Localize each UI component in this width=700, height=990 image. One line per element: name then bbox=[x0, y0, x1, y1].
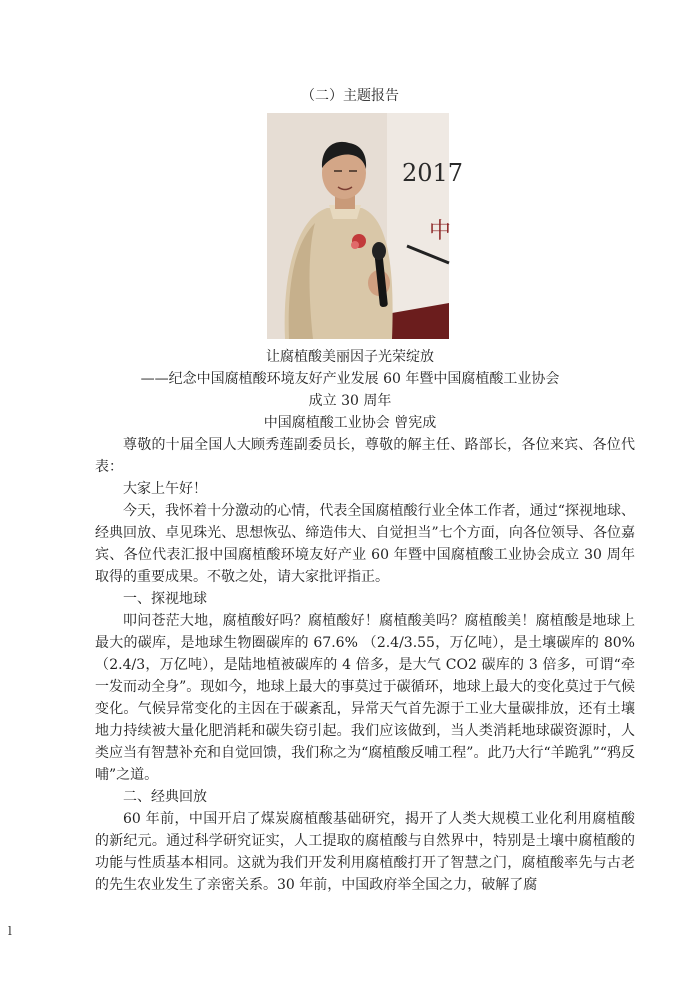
section-heading-2: 二、经典回放 bbox=[123, 789, 207, 805]
report-title: 让腐植酸美丽因子光荣绽放 bbox=[266, 349, 434, 365]
section-heading: （二）主题报告 bbox=[301, 88, 399, 104]
banner-year-text: 2017 bbox=[402, 159, 464, 187]
paragraph-intro: 今天，我怀着十分激动的心情，代表全国腐植酸行业全体工作者，通过“探视地球、经典回放、卓见珠光、思想恢弘、缔造伟大、自觉担当”七个方面，向各位领导、各位嘉宾、各位代表汇报中国腐植酸环境友好产业 60 年暨中国腐植酸工业协会成立 30 周年取得的重要成果。不敬之处，请大家批评指正。 bbox=[95, 503, 635, 585]
margin-mark: l bbox=[8, 924, 12, 938]
report-subtitle-line2: 成立 30 周年 bbox=[308, 393, 392, 409]
banner-char-text: 中 bbox=[429, 219, 452, 244]
paragraph-section-2: 60 年前，中国开启了煤炭腐植酸基础研究，揭开了人类大规模工业化利用腐植酸的新纪元。通过科学研究证实，人工提取的腐植酸与自然界中，特别是土壤中腐植酸的功能与性质基本相同。这就为我们开发利用腐植酸打开了智慧之门，腐植酸率先与古老的先生农业发生了亲密关系。30 年前，中国政府举全国之力，破解了腐 bbox=[95, 811, 635, 893]
paragraph-section-1: 叩问苍茫大地，腐植酸好吗？腐植酸好！腐植酸美吗？腐植酸美！腐植酸是地球上最大的碳库，是地球生物圈碳库的 67.6% （2.4/3.55，万亿吨），是土壤碳库的 80% （2.4/3，万亿吨），是陆地植被碳库的 4 倍多，是大气 CO2 碳库的 3 倍多，可谓“牵一发而动全身”。现如今，地球上最大的事莫过于碳循环，地球上最大的变化莫过于气候变化。气候异常变化的主因在于碳紊乱，异常天气首先源于工业大量碳排放，还有土壤地力持续被大量化肥消耗和碳失窃引起。我们应该做到，当人类消耗地球碳资源时，人类应当有智慧补充和自觉回馈，我们称之为“腐植酸反哺工程”。此乃大行“羊跪乳”“鸦反哺”之道。 bbox=[95, 613, 635, 783]
paragraph-greeting: 大家上午好！ bbox=[123, 481, 207, 497]
report-body bbox=[95, 434, 635, 896]
report-author: 中国腐植酸工业协会 曾宪成 bbox=[263, 415, 437, 431]
section-heading-1: 一、探视地球 bbox=[123, 591, 207, 607]
paragraph-salutation: 尊敬的十届全国人大顾秀莲副委员长，尊敬的解主任、路部长，各位来宾、各位代表： bbox=[95, 437, 635, 475]
report-subtitle-line1: ——纪念中国腐植酸环境友好产业发展 60 年暨中国腐植酸工业协会 bbox=[140, 371, 560, 387]
speaker-photo bbox=[267, 113, 464, 339]
